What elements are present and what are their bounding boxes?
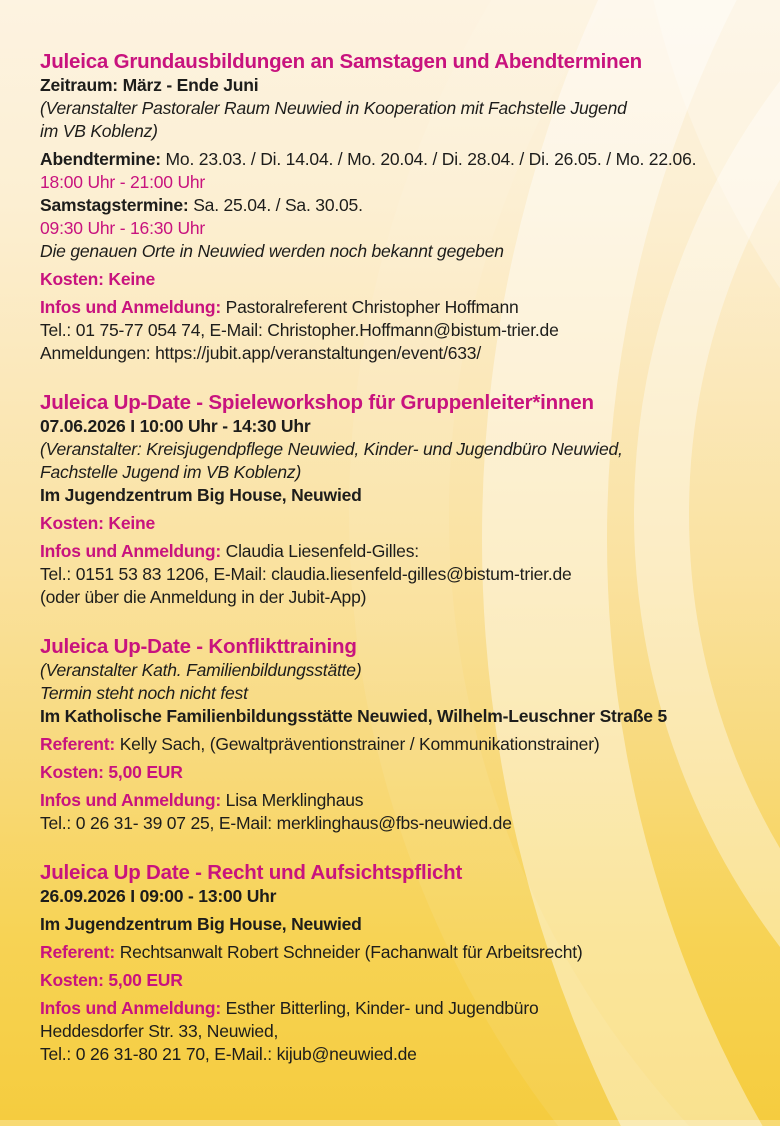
event-line xyxy=(40,586,776,609)
event-line xyxy=(40,761,776,784)
text-span: Die genauen Orte in Neuwied werden noch bekannt gegeben xyxy=(40,241,504,261)
email-link[interactable]: kijub@neuwied.de xyxy=(276,1044,417,1064)
text-span: Infos und Anmeldung: xyxy=(40,790,222,810)
event-line xyxy=(40,812,776,835)
event-line xyxy=(40,438,776,461)
event-line xyxy=(40,484,776,507)
event-line xyxy=(40,705,776,728)
text-span: Heddesdorfer Str. 33, Neuwied, xyxy=(40,1021,279,1041)
text-span: (Veranstalter: Kreisjugendpflege Neuwied, Kinder- und Jugendbüro Neuwied, xyxy=(40,439,623,459)
text-span: Tel.: 0151 53 83 1206, E-Mail: xyxy=(40,564,272,584)
event-section xyxy=(40,50,776,365)
text-span: Tel.: 0 26 31-80 21 70, E-Mail.: xyxy=(40,1044,277,1064)
url-link[interactable]: https://jubit.app/veranstaltungen/event/633/ xyxy=(155,343,482,363)
event-line xyxy=(40,563,776,586)
event-line xyxy=(40,268,776,291)
event-title: Juleica Up-Date - Spieleworkshop für Gruppenleiter*innen xyxy=(40,391,594,414)
text-span: (Veranstalter Pastoraler Raum Neuwied in Kooperation mit Fachstelle Jugend xyxy=(40,98,627,118)
text-span: Mo. 23.03. / Di. 14.04. / Mo. 20.04. / Di. 28.04. / Di. 26.05. / Mo. 22.06. xyxy=(160,149,697,169)
event-title: Juleica Grundausbildungen an Samstagen und Abendterminen xyxy=(40,50,642,73)
events-list xyxy=(40,50,776,1066)
text-span: Tel.: 0 26 31- 39 07 25, E-Mail: xyxy=(40,813,277,833)
event-line xyxy=(40,1043,776,1066)
event-line xyxy=(40,913,776,936)
text-span: 09:30 Uhr - 16:30 Uhr xyxy=(40,218,206,238)
text-span: im VB Koblenz) xyxy=(40,121,158,141)
email-link[interactable]: merklinghaus@fbs-neuwied.de xyxy=(276,813,512,833)
text-span: Referent: xyxy=(40,734,116,754)
event-line xyxy=(40,969,776,992)
text-span: Kosten: 5,00 EUR xyxy=(40,970,183,990)
event-line xyxy=(40,120,776,143)
event-title: Juleica Up Date - Recht und Aufsichtspflicht xyxy=(40,861,463,884)
event-line xyxy=(40,789,776,812)
event-line xyxy=(40,296,776,319)
text-span: Anmeldungen: xyxy=(40,343,156,363)
event-line xyxy=(40,319,776,342)
text-span: Rechtsanwalt Robert Schneider (Fachanwalt für Arbeitsrecht) xyxy=(115,942,583,962)
email-link[interactable]: claudia.liesenfeld-gilles@bistum-trier.de xyxy=(271,564,572,584)
text-span: Termin steht noch nicht fest xyxy=(40,683,248,703)
event-line xyxy=(40,885,776,908)
event-line xyxy=(40,194,776,217)
text-span: Kelly Sach, (Gewaltpräventionstrainer / Kommunikationstrainer) xyxy=(115,734,600,754)
text-span: Im Jugendzentrum Big House, Neuwied xyxy=(40,485,362,505)
text-span: Tel.: 01 75-77 054 74, E-Mail: xyxy=(40,320,268,340)
text-span: (oder über die Anmeldung in der Jubit-App) xyxy=(40,587,367,607)
text-span: Samstagstermine: xyxy=(40,195,189,215)
event-line xyxy=(40,461,776,484)
event-line xyxy=(40,97,776,120)
event-line xyxy=(40,659,776,682)
event-line xyxy=(40,682,776,705)
event-line xyxy=(40,512,776,535)
text-span: Kosten: Keine xyxy=(40,269,156,289)
bottom-edge-highlight xyxy=(0,1120,780,1126)
text-span: 18:00 Uhr - 21:00 Uhr xyxy=(40,172,206,192)
text-span: Infos und Anmeldung: xyxy=(40,297,222,317)
event-section xyxy=(40,635,776,835)
event-line xyxy=(40,941,776,964)
text-span: Claudia Liesenfeld-Gilles: xyxy=(221,541,419,561)
event-line xyxy=(40,342,776,365)
event-section xyxy=(40,861,776,1066)
text-span: 26.09.2026 I 09:00 - 13:00 Uhr xyxy=(40,886,277,906)
event-section xyxy=(40,391,776,609)
event-line xyxy=(40,217,776,240)
text-span: 07.06.2026 I 10:00 Uhr - 14:30 Uhr xyxy=(40,416,311,436)
event-line xyxy=(40,733,776,756)
text-span: Sa. 25.04. / Sa. 30.05. xyxy=(188,195,363,215)
event-line xyxy=(40,171,776,194)
event-line xyxy=(40,74,776,97)
text-span: Kosten: 5,00 EUR xyxy=(40,762,183,782)
text-span: Referent: xyxy=(40,942,116,962)
text-span: Lisa Merklinghaus xyxy=(221,790,364,810)
text-span: (Veranstalter Kath. Familienbildungsstätte) xyxy=(40,660,362,680)
text-span: Kosten: Keine xyxy=(40,513,156,533)
event-title: Juleica Up-Date - Konflikttraining xyxy=(40,635,357,658)
event-line xyxy=(40,1020,776,1043)
text-span: Im Katholische Familienbildungsstätte Neuwied, Wilhelm-Leuschner Straße 5 xyxy=(40,706,668,726)
event-line xyxy=(40,415,776,438)
text-span: Abendtermine: xyxy=(40,149,161,169)
text-span: Pastoralreferent Christopher Hoffmann xyxy=(221,297,519,317)
text-span: Esther Bitterling, Kinder- und Jugendbüro xyxy=(221,998,539,1018)
event-line xyxy=(40,540,776,563)
event-line xyxy=(40,240,776,263)
event-line xyxy=(40,997,776,1020)
text-span: Im Jugendzentrum Big House, Neuwied xyxy=(40,914,362,934)
text-span: Fachstelle Jugend im VB Koblenz) xyxy=(40,462,302,482)
text-span: Zeitraum: März - Ende Juni xyxy=(40,75,259,95)
event-line xyxy=(40,148,776,171)
email-link[interactable]: Christopher.Hoffmann@bistum-trier.de xyxy=(267,320,559,340)
text-span: Infos und Anmeldung: xyxy=(40,541,222,561)
text-span: Infos und Anmeldung: xyxy=(40,998,222,1018)
